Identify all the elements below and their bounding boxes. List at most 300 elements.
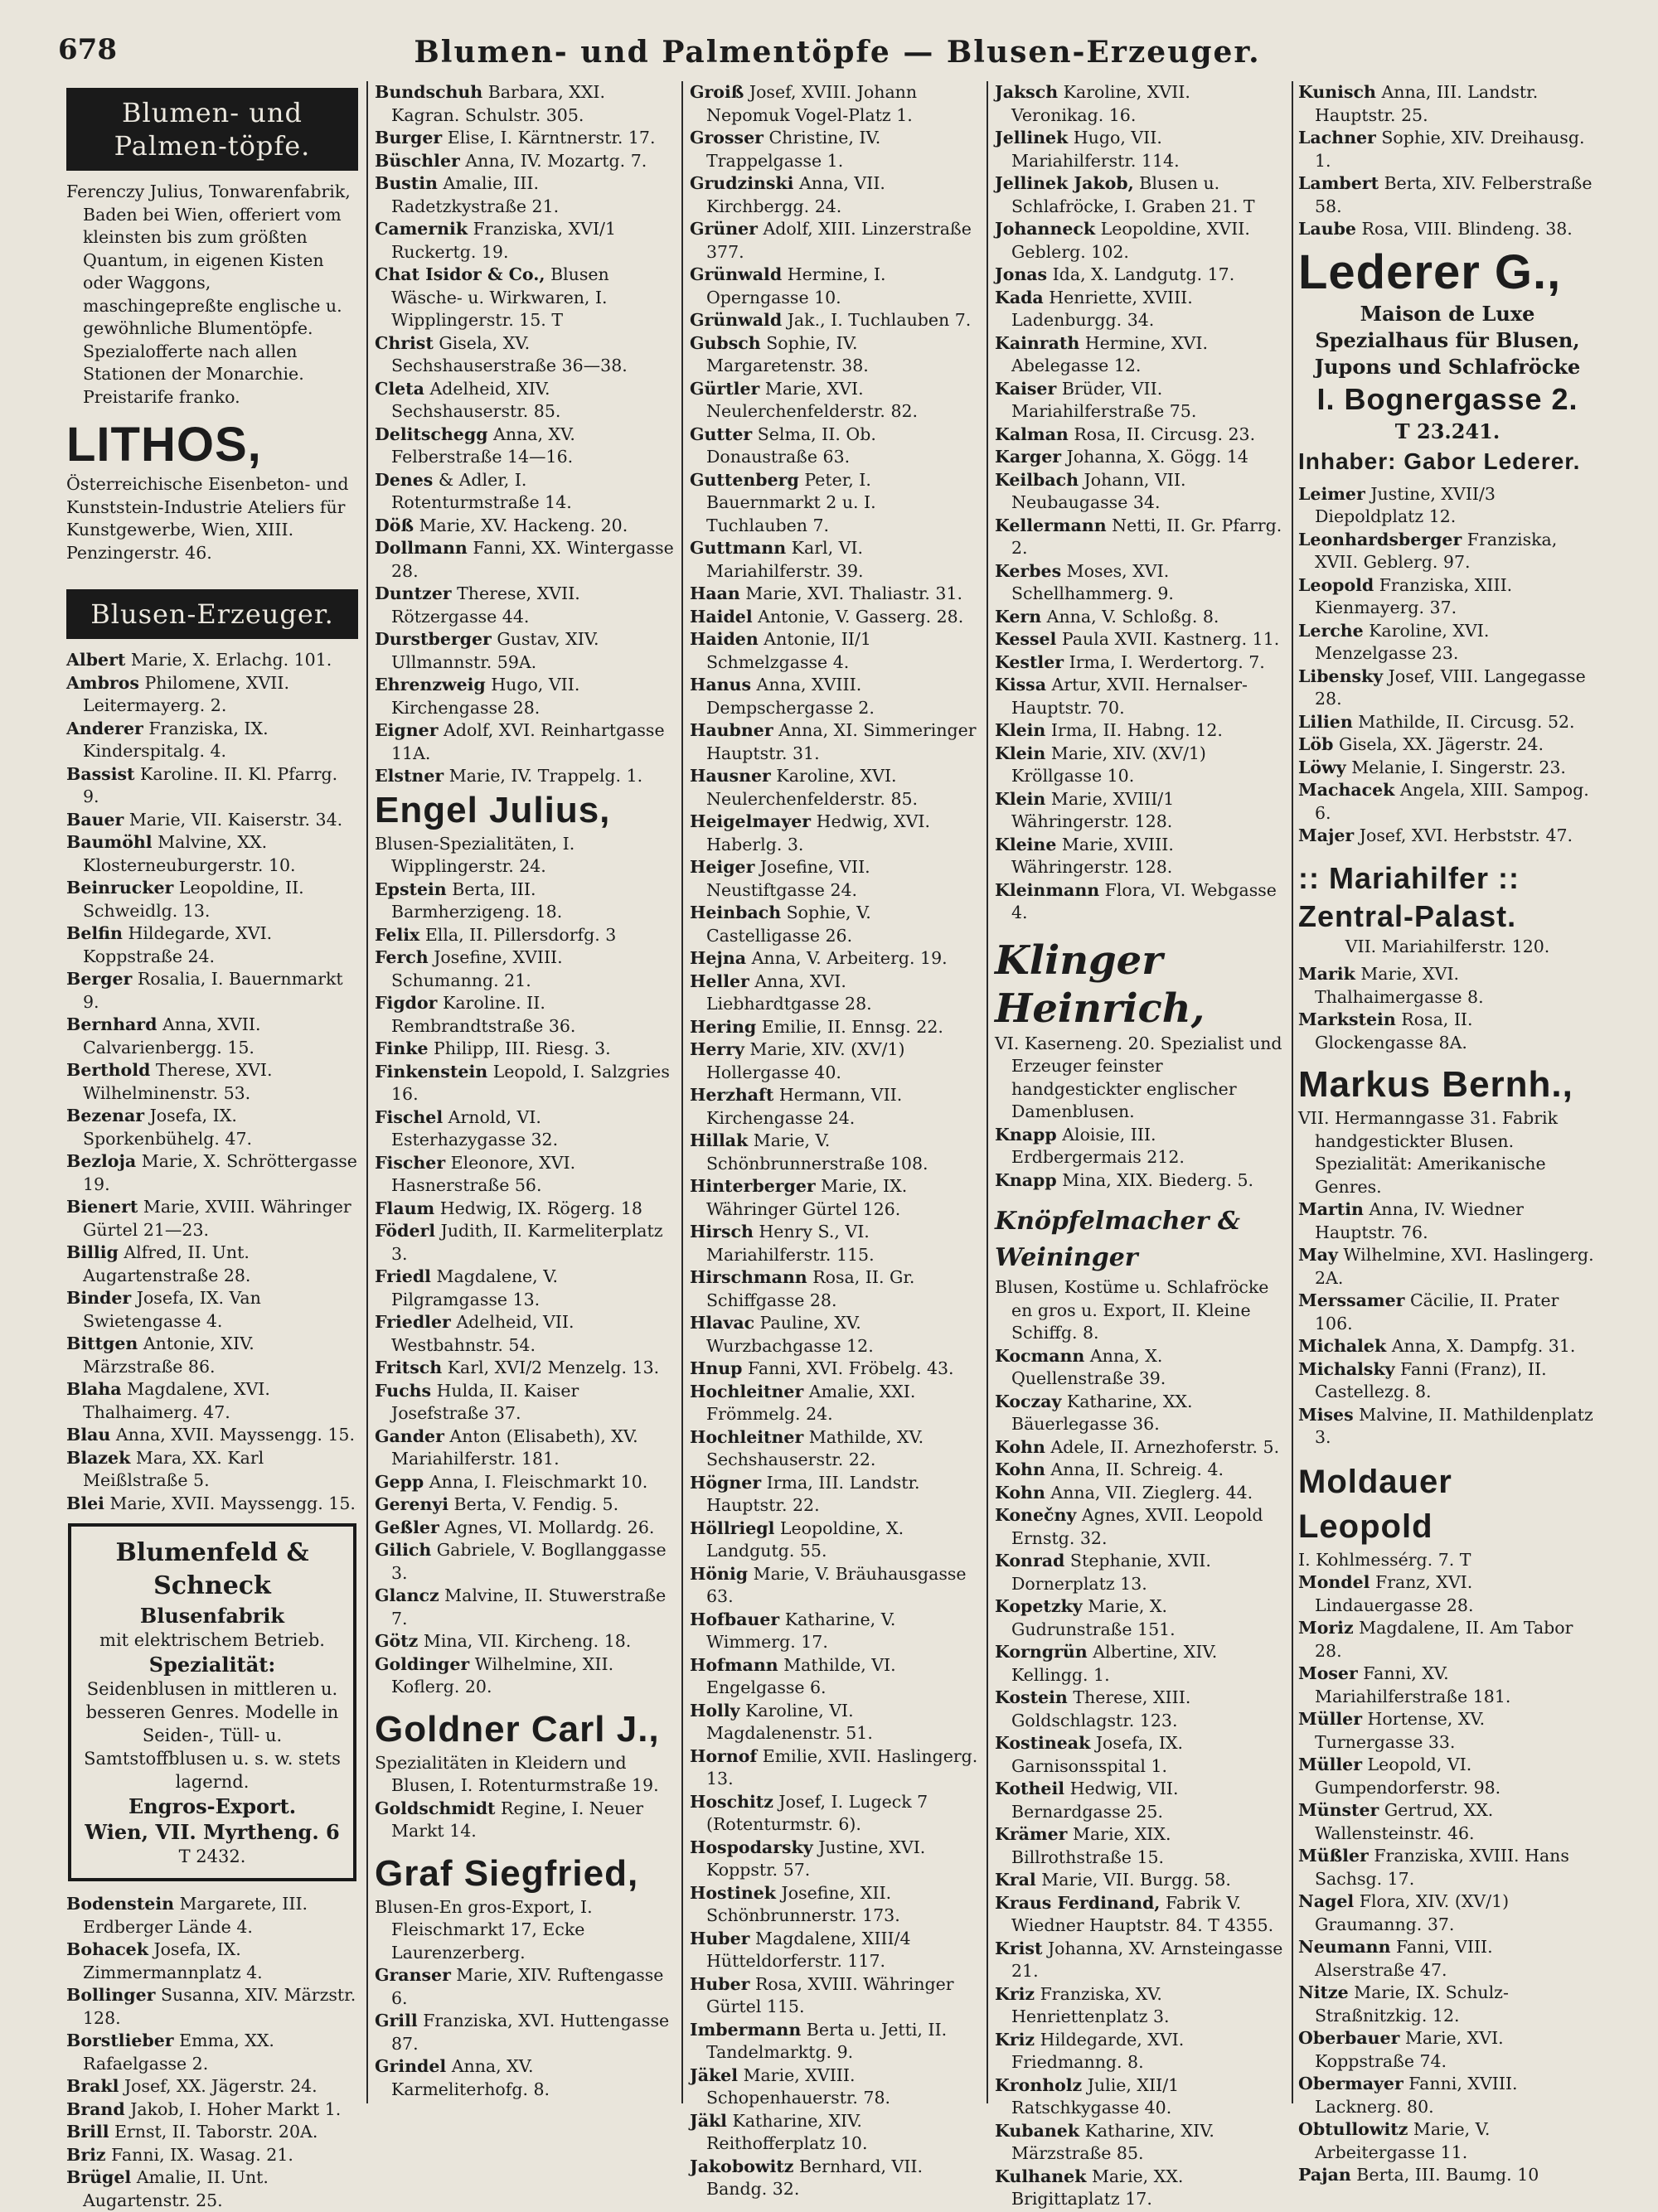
- entry-name: Hejna: [690, 948, 747, 968]
- klinger-ad-title: Klinger Heinrich,: [995, 937, 1205, 1032]
- blumenfeld-ad-line: Blusenfabrik: [139, 1604, 285, 1628]
- entry-name: Högner: [690, 1472, 762, 1493]
- entry-details: Anna, X. Dampfg. 31.: [1391, 1336, 1576, 1356]
- directory-entry: [995, 674, 1285, 719]
- entry-details: Karoline. II. Rembrandtstraße 36.: [391, 993, 576, 1036]
- entry-details: Fanni (Franz), II. Castellezg. 8.: [1315, 1358, 1547, 1401]
- directory-entry: [375, 628, 675, 674]
- entry-name: Fuchs: [375, 1380, 432, 1401]
- directory-entry: [995, 2120, 1285, 2166]
- directory-entry: [995, 628, 1285, 651]
- blumenfeld-ad-line: Wien, VII. Myrtheng. 6: [85, 1820, 340, 1844]
- directory-entry: [690, 1175, 980, 1221]
- entry-details: Anna, XVIII. Dempschergasse 2.: [706, 675, 875, 718]
- markus-ad-title: Markus Bernh.,: [1298, 1064, 1573, 1105]
- entry-name: Jakobowitz: [690, 2156, 794, 2176]
- entry-name: Gander: [375, 1425, 444, 1446]
- entry-details: Josef, XVIII. Johann Nepomuk Vogel-Platz 1.: [706, 82, 918, 125]
- directory-entry: [995, 560, 1285, 606]
- entry-name: Gerenyi: [375, 1494, 448, 1514]
- directory-entry: [995, 1345, 1285, 1391]
- entry-name: Majer: [1298, 825, 1355, 845]
- entry-details: Marie, IX. Schulz-Straßnitzkig. 12.: [1315, 1982, 1509, 2026]
- entry-name: Kostein: [995, 1687, 1068, 1707]
- entry-details: Leopoldine, XVII. Geblerg. 102.: [1011, 219, 1250, 262]
- entry-name: Bittgen: [66, 1333, 138, 1353]
- entry-details: Agnes, XVII. Leopold Ernstg. 32.: [1011, 1505, 1263, 1548]
- entry-name: Kral: [995, 1870, 1036, 1890]
- directory-entry: [995, 1732, 1285, 1778]
- entry-details: Johanna, X. Gögg. 14: [1066, 447, 1248, 467]
- entry-name: Jellinek: [995, 128, 1069, 148]
- directory-entry: [375, 1517, 675, 1540]
- entry-name: Imbermann: [690, 2019, 802, 2040]
- entry-name: Baumöhl: [66, 832, 153, 852]
- entry-details: Josef, I. Lugeck 7 (Rotenturmstr. 6).: [706, 1791, 928, 1834]
- entry-details: Hortense, XV. Turnergasse 33.: [1315, 1709, 1486, 1752]
- entry-details: Marie, IV. Trappelg. 1.: [448, 766, 643, 786]
- directory-entry: [1298, 483, 1597, 529]
- directory-entry: [1298, 1754, 1597, 1799]
- entry-name: Goldschmidt: [375, 1798, 496, 1818]
- directory-entry: [375, 424, 675, 469]
- entry-details: Philipp, III. Riesg. 3.: [434, 1038, 611, 1058]
- directory-entry: [995, 515, 1285, 560]
- blumenfeld-ad: [68, 1523, 356, 1881]
- directory-entry: [375, 1311, 675, 1357]
- entry-name: Bezloja: [66, 1151, 137, 1171]
- directory-entry: [995, 81, 1285, 127]
- entry-name: Kostineak: [995, 1733, 1091, 1753]
- directory-entry: [1298, 1708, 1597, 1754]
- entry-details: Marie, XX. Brigittaplatz 17.: [1011, 2166, 1184, 2209]
- entry-name: Burger: [375, 128, 443, 148]
- directory-entry: [995, 424, 1285, 447]
- directory-entry: [995, 469, 1285, 515]
- directory-entry: [690, 674, 980, 719]
- section-heading-blumen: Blumen- und Palmen-töpfe.: [66, 88, 358, 171]
- directory-entry: [690, 1517, 980, 1563]
- entry-name: Figdor: [375, 993, 438, 1013]
- entry-details: Anna, II. Schreig. 4.: [1050, 1459, 1224, 1479]
- entry-name: May: [1298, 1245, 1338, 1265]
- entry-details: Marie, VII. Kaiserstr. 34.: [128, 809, 343, 830]
- entry-name: Lilien: [1298, 711, 1353, 732]
- directory-entry: [690, 1791, 980, 1837]
- directory-entry: [690, 947, 980, 970]
- directory-entry: [995, 2166, 1285, 2211]
- directory-entry: [690, 2110, 980, 2156]
- directory-entry: [995, 1124, 1285, 1169]
- entry-name: Blei: [66, 1493, 104, 1513]
- entry-details: Eleonore, XVI. Hasnerstraße 56.: [391, 1152, 576, 1195]
- directory-entry: [690, 1381, 980, 1426]
- entry-details: Berta, III. Baumg. 10: [1356, 2165, 1539, 2185]
- entry-details: Franziska, XV. Henriettenplatz 3.: [1011, 1983, 1170, 2026]
- directory-entry: [995, 1687, 1285, 1732]
- entry-name: Klein: [995, 788, 1046, 809]
- entry-name: Kohn: [995, 1459, 1045, 1479]
- entry-details: Katharine, XX. Bäuerlegasse 36.: [1011, 1391, 1193, 1434]
- directory-entry: [690, 1654, 980, 1700]
- entry-details: Anna, XVII. Calvarienbergg. 15.: [83, 1014, 261, 1058]
- entry-name: Denes: [375, 469, 434, 490]
- entry-list: [690, 81, 980, 2201]
- entry-name: Michalsky: [1298, 1358, 1395, 1379]
- directory-entry: [375, 1964, 675, 2010]
- entry-name: Huber: [690, 1928, 750, 1948]
- directory-entry: [1298, 620, 1597, 666]
- entry-name: Kissa: [995, 675, 1046, 695]
- directory-entry: [690, 378, 980, 424]
- entry-name: Hinterberger: [690, 1176, 816, 1196]
- directory-entry: [690, 1358, 980, 1381]
- directory-entry: [690, 172, 980, 218]
- mariahilfer-ad: [1298, 859, 1597, 959]
- entry-name: Bollinger: [66, 1985, 156, 2005]
- entry-name: Nagel: [1298, 1891, 1355, 1911]
- entry-details: Therese, XIII. Goldschlagstr. 123.: [1011, 1687, 1191, 1730]
- directory-entry: [690, 628, 980, 674]
- entry-details: Hulda, II. Kaiser Josefstraße 37.: [391, 1380, 579, 1423]
- entry-list: [375, 81, 675, 788]
- directory-entry: [690, 1130, 980, 1175]
- entry-name: Billig: [66, 1242, 119, 1262]
- entry-details: Hedwig, VII. Bernardgasse 25.: [1011, 1779, 1179, 1822]
- entry-details: Magdalene, V. Pilgramgasse 13.: [391, 1266, 558, 1309]
- directory-entry: [690, 1221, 980, 1266]
- column-divider: [987, 81, 988, 2103]
- directory-entry: [1298, 1799, 1597, 1845]
- entry-details: Franziska, XVI. Huttengasse 87.: [391, 2011, 670, 2054]
- entry-details: Hermann, VII. Kirchengasse 24.: [706, 1085, 903, 1128]
- entry-details: Julie, XII/1 Ratschkygasse 40.: [1011, 2074, 1180, 2118]
- entry-details: Josef, XVI. Herbststr. 47.: [1359, 825, 1573, 845]
- column-4: [995, 81, 1285, 2209]
- directory-entry: [995, 2029, 1285, 2074]
- entry-name: Bernhard: [66, 1014, 158, 1034]
- entry-name: Berger: [66, 969, 133, 989]
- column-divider: [681, 81, 683, 2103]
- directory-entry: [375, 1152, 675, 1198]
- directory-entry: [1298, 825, 1597, 848]
- entry-details: Malvine, II. Stuwerstraße 7.: [391, 1585, 667, 1629]
- entry-name: Kainrath: [995, 332, 1080, 353]
- directory-entry: [375, 1198, 675, 1221]
- entry-name: Hanus: [690, 675, 752, 695]
- entry-name: Herzhaft: [690, 1085, 774, 1105]
- entry-name: Hillak: [690, 1130, 749, 1150]
- entry-name: Lachner: [1298, 128, 1376, 148]
- entry-name: Löb: [1298, 734, 1334, 754]
- entry-name: Bezenar: [66, 1106, 145, 1125]
- entry-name: Epstein: [375, 879, 447, 899]
- column-2: [375, 81, 675, 2120]
- entry-details: Anna, XV. Felberstraße 14—16.: [391, 424, 575, 467]
- entry-details: Josef, XX. Jägerstr. 24.: [124, 2076, 318, 2096]
- entry-name: Obermayer: [1298, 2074, 1403, 2093]
- entry-details: Josef, VIII. Langegasse 28.: [1315, 666, 1586, 709]
- entry-name: Löwy: [1298, 757, 1346, 777]
- directory-entry: [690, 81, 980, 127]
- entry-details: Anna, VII. Zieglerg. 44.: [1050, 1482, 1253, 1503]
- directory-entry: [1298, 666, 1597, 711]
- entry-details: Amalie, III. Radetzkystraße 21.: [391, 173, 560, 216]
- entry-name: Kriz: [995, 2029, 1035, 2050]
- directory-entry: [66, 1984, 358, 2030]
- entry-name: Hochleitner: [690, 1426, 804, 1447]
- entry-name: Mondel: [1298, 1572, 1370, 1592]
- entry-details: Berta, V. Fendig. 5.: [453, 1494, 619, 1514]
- entry-details: Marie, XVI. Thalhaimergasse 8.: [1315, 964, 1484, 1007]
- directory-entry: [690, 469, 980, 538]
- entry-details: Agnes, VI. Mollardg. 26.: [444, 1517, 655, 1537]
- entry-name: Haan: [690, 583, 740, 603]
- directory-entry: [995, 264, 1285, 287]
- entry-name: Durstberger: [375, 629, 492, 649]
- directory-entry: [1298, 172, 1597, 218]
- entry-name: Fischer: [375, 1152, 446, 1173]
- entry-details: Karoline. II. Kl. Pfarrg. 9.: [83, 763, 338, 806]
- entry-list: [995, 1124, 1285, 1193]
- entry-details: Philomene, XVII. Leitermayerg. 2.: [83, 672, 289, 715]
- directory-entry: [1298, 1009, 1597, 1054]
- entry-name: Kraus Ferdinand,: [995, 1892, 1161, 1913]
- entry-details: Franziska, XVIII. Hans Sachsg. 17.: [1315, 1846, 1569, 1889]
- entry-name: Huber: [690, 1973, 750, 1994]
- entry-name: Hoschitz: [690, 1791, 773, 1812]
- entry-details: Anna, IV. Mozartg. 7.: [465, 150, 647, 171]
- directory-entry: [375, 537, 675, 583]
- directory-entry: [995, 378, 1285, 424]
- entry-details: Adolf, XVI. Reinhartgasse 11A.: [391, 720, 665, 763]
- entry-details: Blusen u. Schlafröcke, I. Graben 21. T: [1011, 173, 1255, 216]
- entry-name: Kleinmann: [995, 879, 1100, 900]
- entry-details: Mathilde, VI. Engelgasse 6.: [706, 1654, 896, 1697]
- entry-details: Josefine, XII. Schönbrunnerstr. 173.: [706, 1882, 900, 1925]
- directory-entry: [375, 1220, 675, 1266]
- entry-name: Brill: [66, 2122, 109, 2142]
- lederer-ad: [1298, 244, 1597, 478]
- entry-details: Leopold, VI. Gumpendorferstr. 98.: [1315, 1755, 1501, 1798]
- entry-details: Anna, III. Landstr. Hauptstr. 25.: [1315, 82, 1539, 125]
- entry-name: Bundschuh: [375, 82, 483, 102]
- directory-entry: [995, 788, 1285, 834]
- directory-entry: [375, 378, 675, 424]
- entry-details: Anna, XV. Karmeliterhofg. 8.: [391, 2056, 550, 2099]
- directory-entry: [66, 1287, 358, 1333]
- directory-entry: [1298, 757, 1597, 780]
- entry-details: Mina, XIX. Biederg. 5.: [1062, 1169, 1254, 1190]
- entry-details: Mara, XX. Karl Meißlstraße 5.: [83, 1447, 264, 1490]
- entry-name: Gepp: [375, 1471, 424, 1492]
- entry-name: Markstein: [1298, 1009, 1396, 1029]
- directory-entry: [375, 583, 675, 628]
- entry-details: Katharine, XIV. Märzstraße 85.: [1011, 2120, 1214, 2163]
- entry-name: Anderer: [66, 718, 143, 738]
- entry-name: Bustin: [375, 173, 438, 193]
- entry-details: Emma, XX. Rafaelgasse 2.: [83, 2030, 274, 2074]
- entry-name: Hirschmann: [690, 1267, 807, 1287]
- entry-details: Karoline, XVI. Neulerchenfelderstr. 85.: [706, 766, 919, 809]
- directory-entry: [375, 1061, 675, 1106]
- directory-entry: [375, 469, 675, 515]
- entry-details: Fabrik V. Wiedner Hauptstr. 84. T 4355.: [1011, 1892, 1274, 1935]
- directory-entry: [1298, 963, 1597, 1009]
- entry-name: Hausner: [690, 766, 771, 786]
- directory-entry: [375, 674, 675, 719]
- entry-details: Anna, XVII. Mayssengg. 15.: [115, 1425, 355, 1445]
- entry-name: Jäkl: [690, 2110, 727, 2131]
- entry-name: Müller: [1298, 1755, 1363, 1774]
- entry-details: Wilhelmine, XVI. Haslingerg. 2A.: [1315, 1245, 1594, 1288]
- lederer-ad-title: Lederer G.,: [1298, 244, 1562, 299]
- entry-details: Paula XVII. Kastnerg. 11.: [1061, 629, 1280, 649]
- directory-entry: [375, 1266, 675, 1311]
- entry-details: Katharine, XIV. Reithofferplatz 10.: [706, 2110, 868, 2153]
- entry-name: Johanneck: [995, 219, 1096, 239]
- entry-name: Pajan: [1298, 2165, 1351, 2185]
- entry-details: Karl, XVI/2 Menzelg. 13.: [447, 1358, 660, 1377]
- directory-entry: [690, 1426, 980, 1472]
- directory-entry: [690, 1016, 980, 1039]
- entry-details: Marie, XVIII/1 Währingerstr. 128.: [1011, 788, 1175, 831]
- directory-entry: [690, 1563, 980, 1609]
- markus-ad-text: VII. Hermanngasse 31. Fabrik handgestickter Blusen. Spezialität: Amerikanische Genres.: [1298, 1108, 1559, 1197]
- entry-details: Adelheid, VII. Westbahnstr. 54.: [391, 1312, 574, 1355]
- directory-entry: [375, 332, 675, 378]
- entry-name: Grudzinski: [690, 173, 794, 193]
- directory-entry: [995, 719, 1285, 743]
- entry-name: Friedl: [375, 1266, 431, 1286]
- lithos-ad-title: LITHOS,: [66, 418, 262, 472]
- entry-name: Elstner: [375, 766, 444, 786]
- directory-entry: [1298, 1663, 1597, 1708]
- directory-entry: [995, 1436, 1285, 1459]
- directory-entry: [995, 218, 1285, 264]
- entry-details: Margarete, III. Erdberger Lände 4.: [83, 1894, 308, 1937]
- entry-details: Marie, XVII. Mayssengg. 15.: [109, 1493, 356, 1513]
- entry-details: Irma, II. Habng. 12.: [1050, 720, 1223, 740]
- directory-entry: [1298, 779, 1597, 825]
- mariahilfer-ad-line: Zentral-Palast.: [1298, 898, 1517, 933]
- entry-name: Koczay: [995, 1391, 1062, 1411]
- entry-name: Hospodarsky: [690, 1837, 813, 1857]
- directory-entry: [375, 719, 675, 765]
- directory-entry: [1298, 2027, 1597, 2073]
- directory-entry: [690, 424, 980, 469]
- directory-entry: [995, 1595, 1285, 1641]
- entry-name: Guttmann: [690, 538, 787, 558]
- directory-entry: [995, 1778, 1285, 1823]
- entry-details: Marie, XVIII. Währinger Gürtel 21—23.: [83, 1197, 351, 1240]
- entry-name: Kada: [995, 287, 1044, 307]
- entry-name: Müßler: [1298, 1846, 1369, 1866]
- entry-name: Flaum: [375, 1198, 435, 1218]
- directory-entry: [375, 2055, 675, 2101]
- directory-entry: [66, 1378, 358, 1424]
- directory-entry: [66, 1242, 358, 1287]
- entry-name: Dollmann: [375, 538, 468, 558]
- directory-entry: [375, 1493, 675, 1517]
- entry-details: Marie, XIV. Ruftengasse 6.: [391, 1965, 664, 2008]
- directory-entry: [690, 1312, 980, 1358]
- directory-entry: [690, 2064, 980, 2110]
- entry-name: Holly: [690, 1700, 740, 1721]
- entry-details: Blusen Wäsche- u. Wirkwaren, I. Wipplingerstr. 15. T: [391, 264, 609, 330]
- directory-entry: [66, 1105, 358, 1150]
- entry-details: Angela, XIII. Sampog. 6.: [1315, 780, 1589, 823]
- entry-details: Ella, II. Pillersdorfg. 3: [424, 924, 617, 945]
- entry-details: Irma, I. Werdertorg. 7.: [1069, 651, 1265, 672]
- entry-details: Hermine, XVI. Abelegasse 12.: [1011, 332, 1208, 375]
- entry-details: Anna, XI. Simmeringer Hauptstr. 31.: [706, 720, 977, 763]
- directory-entry: [66, 2144, 358, 2167]
- entry-name: Bauer: [66, 809, 124, 830]
- directory-entry: [375, 924, 675, 947]
- entry-details: Justine, XVII/3 Diepoldplatz 12.: [1315, 483, 1496, 526]
- entry-details: Magdalene, II. Am Tabor 28.: [1315, 1618, 1573, 1661]
- entry-name: Bassist: [66, 763, 135, 784]
- entry-details: Therese, XVII. Rötzergasse 44.: [391, 583, 580, 627]
- moldauer-ad-title: Moldauer Leopold: [1298, 1463, 1452, 1545]
- entry-name: Hlavac: [690, 1313, 755, 1333]
- directory-entry: [1298, 1335, 1597, 1358]
- directory-entry: [375, 1357, 675, 1380]
- entry-name: Hönig: [690, 1563, 749, 1584]
- entry-details: Emilie, XVII. Haslingerg. 13.: [706, 1745, 978, 1788]
- directory-entry: [995, 651, 1285, 675]
- entry-details: Berta, XIV. Felberstraße 58.: [1315, 173, 1593, 216]
- entry-name: Kessel: [995, 629, 1057, 649]
- directory-entry: [995, 332, 1285, 378]
- entry-name: Briz: [66, 2144, 106, 2165]
- entry-name: Heller: [690, 970, 749, 991]
- entry-details: Amalie, II. Unt. Augartenstr. 25.: [83, 2167, 269, 2210]
- entry-name: Borstlieber: [66, 2030, 174, 2050]
- entry-details: Karl, VI. Mariahilferstr. 39.: [706, 538, 864, 581]
- entry-name: Geßler: [375, 1517, 439, 1537]
- entry-name: Chat Isidor & Co.,: [375, 264, 545, 284]
- knoepfelmacher-ad-title: Knöpfelmacher & Weininger: [995, 1207, 1240, 1272]
- entry-details: Marie, VII. Burgg. 58.: [1041, 1870, 1231, 1890]
- directory-entry: [375, 992, 675, 1038]
- entry-details: Rosalia, I. Bauernmarkt 9.: [83, 969, 343, 1012]
- klinger-ad-text: VI. Kaserneng. 20. Spezialist und Erzeuger feinster handgestickter englischer Damenblusen.: [995, 1033, 1282, 1121]
- directory-entry: [690, 1973, 980, 2019]
- directory-entry: [1298, 1198, 1597, 1244]
- entry-name: Moriz: [1298, 1618, 1354, 1638]
- entry-name: Kronholz: [995, 2074, 1083, 2095]
- directory-entry: [375, 2010, 675, 2055]
- lithos-ad-text: Österreichische Eisenbeton- und Kunststein-Industrie Ateliers für Kunstgewerbe, Wien, XIII. Penzingerstr. 46.: [66, 474, 349, 563]
- entry-details: Hildegarde, XVI. Koppstraße 24.: [83, 923, 273, 966]
- entry-details: Antonie, V. Gasserg. 28.: [758, 606, 964, 627]
- entry-details: Leopoldine, II. Schweidlg. 13.: [83, 878, 304, 921]
- directory-entry: [1298, 1936, 1597, 1982]
- entry-name: Münster: [1298, 1800, 1379, 1820]
- blumenfeld-ad-line: Engros-Export.: [128, 1794, 297, 1818]
- directory-entry: [1298, 1845, 1597, 1890]
- directory-entry: [66, 1893, 358, 1939]
- entry-details: Marie, XIV. (XV/1) Hollergasse 40.: [706, 1039, 905, 1082]
- directory-entry: [66, 968, 358, 1014]
- entry-details: Henriette, XVIII. Ladenburgg. 34.: [1011, 287, 1193, 330]
- entry-list: [1298, 1571, 1597, 2187]
- directory-entry: [66, 809, 358, 832]
- entry-details: Netti, II. Gr. Pfarrg. 2.: [1011, 515, 1282, 558]
- entry-details: Flora, VI. Webgasse 4.: [1011, 879, 1277, 922]
